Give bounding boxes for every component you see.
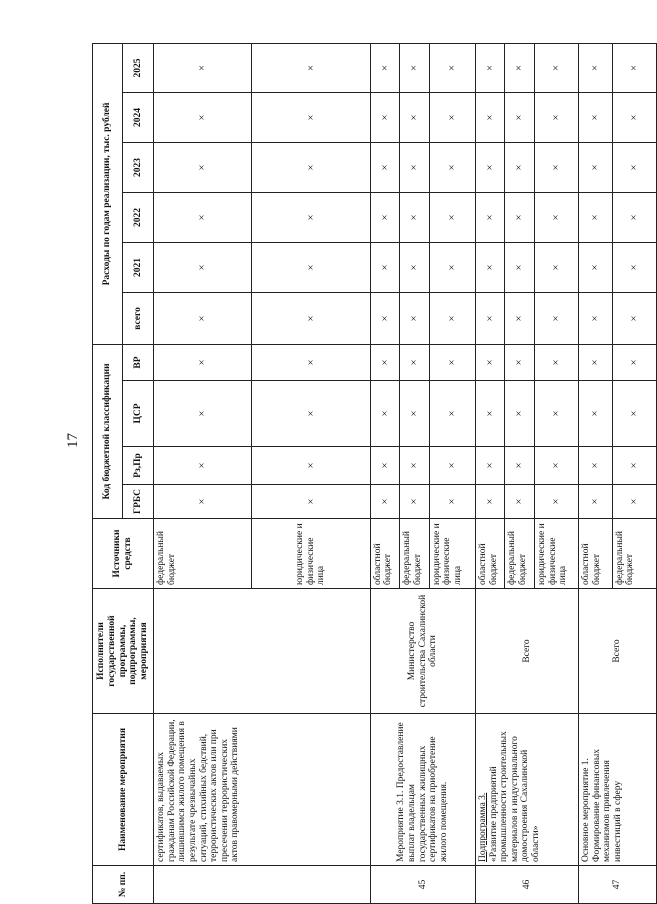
cross-cell: ×	[154, 447, 252, 485]
cell-source: федеральный бюджет	[505, 519, 534, 589]
cell-num: 45	[370, 866, 475, 904]
cross-cell: ×	[154, 485, 252, 519]
cross-cell: ×	[534, 485, 578, 519]
cell-name: Мероприятие 3.1. Предоставление выплат владельцам государственных жилищных сертификатов на приобретение жилого помещения.	[370, 714, 475, 866]
cross-cell: ×	[251, 381, 370, 447]
header-total: всего	[123, 292, 154, 344]
cross-cell: ×	[154, 292, 252, 344]
header-vr: ВР	[123, 344, 154, 380]
cross-cell: ×	[505, 92, 534, 142]
cell-source: федеральный бюджет	[612, 519, 656, 589]
header-grbs: ГРБС	[123, 485, 154, 519]
cross-cell: ×	[534, 92, 578, 142]
cross-cell: ×	[370, 92, 399, 142]
cross-cell: ×	[505, 142, 534, 192]
cross-cell: ×	[154, 92, 252, 142]
subprogram-title: Подпрограмма 3.	[477, 792, 488, 862]
cross-cell: ×	[154, 381, 252, 447]
cross-cell: ×	[534, 192, 578, 242]
cross-cell: ×	[475, 92, 504, 142]
cross-cell: ×	[475, 242, 504, 292]
cross-cell: ×	[400, 381, 429, 447]
cross-cell: ×	[370, 381, 399, 447]
cross-cell: ×	[475, 344, 504, 380]
cross-cell: ×	[534, 447, 578, 485]
cross-cell: ×	[251, 142, 370, 192]
cross-cell: ×	[612, 142, 656, 192]
cross-cell: ×	[534, 292, 578, 344]
cross-cell: ×	[429, 192, 475, 242]
cross-cell: ×	[370, 43, 399, 92]
cell-executor	[154, 589, 371, 714]
cell-source: областной бюджет	[370, 519, 399, 589]
cross-cell: ×	[579, 242, 613, 292]
cross-cell: ×	[429, 92, 475, 142]
cross-cell: ×	[475, 43, 504, 92]
cross-cell: ×	[251, 192, 370, 242]
cell-source: федеральный бюджет	[400, 519, 429, 589]
cross-cell: ×	[429, 485, 475, 519]
header-budget-code: Код бюджетной классификации	[93, 344, 123, 518]
cross-cell: ×	[400, 192, 429, 242]
header-expenses: Расходы по годам реализации, тыс. рублей	[93, 43, 123, 344]
cross-cell: ×	[505, 381, 534, 447]
cross-cell: ×	[154, 142, 252, 192]
header-name: Наименование мероприятия	[93, 714, 154, 866]
cross-cell: ×	[400, 447, 429, 485]
cross-cell: ×	[400, 142, 429, 192]
cross-cell: ×	[370, 242, 399, 292]
page-number: 17	[64, 432, 81, 448]
cell-source: юридические и физические лица	[429, 519, 475, 589]
cross-cell: ×	[475, 142, 504, 192]
cell-executor: Всего	[579, 589, 657, 714]
cross-cell: ×	[370, 142, 399, 192]
cross-cell: ×	[251, 242, 370, 292]
cross-cell: ×	[475, 292, 504, 344]
cross-cell: ×	[579, 485, 613, 519]
cross-cell: ×	[400, 242, 429, 292]
cell-name: сертификатов, выдаваемых гражданам Российской Федерации, лишившимся жилого помещения в результате чрезвычайных ситуаций, стихийных бедствий, террористических актов или при пресечении террористических актов правомерными действиями	[154, 714, 371, 866]
cross-cell: ×	[579, 381, 613, 447]
cell-source: областной бюджет	[475, 519, 504, 589]
cell-num: 46	[475, 866, 578, 904]
cross-cell: ×	[251, 485, 370, 519]
cross-cell: ×	[429, 344, 475, 380]
cross-cell: ×	[612, 242, 656, 292]
table-row-46-a	[475, 43, 504, 903]
header-2025: 2025	[123, 43, 154, 92]
table-row-cont-1	[154, 43, 252, 903]
cross-cell: ×	[612, 43, 656, 92]
header-rzpr: Рз,Пр	[123, 447, 154, 485]
cross-cell: ×	[400, 292, 429, 344]
cross-cell: ×	[400, 43, 429, 92]
cross-cell: ×	[475, 485, 504, 519]
cross-cell: ×	[612, 92, 656, 142]
cell-num: 47	[579, 866, 657, 904]
cell-executor: Министерство строительства Сахалинской области	[370, 589, 475, 714]
cross-cell: ×	[370, 485, 399, 519]
cross-cell: ×	[251, 447, 370, 485]
cell-name: Основное мероприятие 1. Формирование финансовых механизмов привлечения инвестиций в сферу	[579, 714, 657, 866]
cell-source: федеральный бюджет	[154, 519, 252, 589]
cell-source: юридические и физические лица	[251, 519, 370, 589]
cross-cell: ×	[370, 192, 399, 242]
cross-cell: ×	[370, 344, 399, 380]
subprogram-name: «Развитие предприятий промышленности строительных материалов и индустриального домостроения Сахалинской области»	[488, 731, 542, 862]
header-2022: 2022	[123, 192, 154, 242]
cross-cell: ×	[612, 381, 656, 447]
cross-cell: ×	[475, 447, 504, 485]
cross-cell: ×	[612, 447, 656, 485]
cross-cell: ×	[475, 192, 504, 242]
cross-cell: ×	[154, 344, 252, 380]
cross-cell: ×	[400, 485, 429, 519]
cross-cell: ×	[579, 344, 613, 380]
cross-cell: ×	[429, 242, 475, 292]
cross-cell: ×	[154, 43, 252, 92]
cross-cell: ×	[505, 485, 534, 519]
program-table	[92, 43, 657, 904]
cross-cell: ×	[505, 292, 534, 344]
cross-cell: ×	[612, 344, 656, 380]
cross-cell: ×	[579, 43, 613, 92]
cross-cell: ×	[579, 142, 613, 192]
cross-cell: ×	[505, 242, 534, 292]
cross-cell: ×	[505, 43, 534, 92]
header-2023: 2023	[123, 142, 154, 192]
cell-name	[475, 714, 578, 866]
cross-cell: ×	[534, 381, 578, 447]
cross-cell: ×	[534, 142, 578, 192]
cross-cell: ×	[429, 142, 475, 192]
rotated-table-container	[92, 44, 657, 904]
cross-cell: ×	[612, 292, 656, 344]
table-row-45-a	[370, 43, 399, 903]
cross-cell: ×	[505, 192, 534, 242]
header-sources: Источники средств	[93, 519, 154, 589]
cross-cell: ×	[534, 242, 578, 292]
cell-source: юридические и физические лица	[534, 519, 578, 589]
cross-cell: ×	[612, 485, 656, 519]
cross-cell: ×	[579, 292, 613, 344]
cross-cell: ×	[534, 344, 578, 380]
cross-cell: ×	[400, 344, 429, 380]
header-executors: Исполнители государственной программы, подпрограммы, мероприятия	[93, 589, 154, 714]
cross-cell: ×	[475, 381, 504, 447]
cross-cell: ×	[579, 92, 613, 142]
cross-cell: ×	[251, 92, 370, 142]
cross-cell: ×	[251, 43, 370, 92]
cross-cell: ×	[579, 192, 613, 242]
cross-cell: ×	[505, 447, 534, 485]
cross-cell: ×	[400, 92, 429, 142]
cross-cell: ×	[251, 344, 370, 380]
table-row-47-a	[579, 43, 613, 903]
cross-cell: ×	[579, 447, 613, 485]
cross-cell: ×	[612, 192, 656, 242]
cross-cell: ×	[370, 292, 399, 344]
cross-cell: ×	[251, 292, 370, 344]
cross-cell: ×	[429, 292, 475, 344]
cell-executor: Всего	[475, 589, 578, 714]
cross-cell: ×	[370, 447, 399, 485]
cross-cell: ×	[429, 447, 475, 485]
cross-cell: ×	[505, 344, 534, 380]
cross-cell: ×	[154, 242, 252, 292]
header-2024: 2024	[123, 92, 154, 142]
cross-cell: ×	[154, 192, 252, 242]
header-num: № пп.	[93, 866, 154, 904]
header-2021: 2021	[123, 242, 154, 292]
cell-num	[154, 866, 371, 904]
cell-source: областной бюджет	[579, 519, 613, 589]
cross-cell: ×	[534, 43, 578, 92]
header-csr: ЦСР	[123, 381, 154, 447]
cross-cell: ×	[429, 43, 475, 92]
cross-cell: ×	[429, 381, 475, 447]
